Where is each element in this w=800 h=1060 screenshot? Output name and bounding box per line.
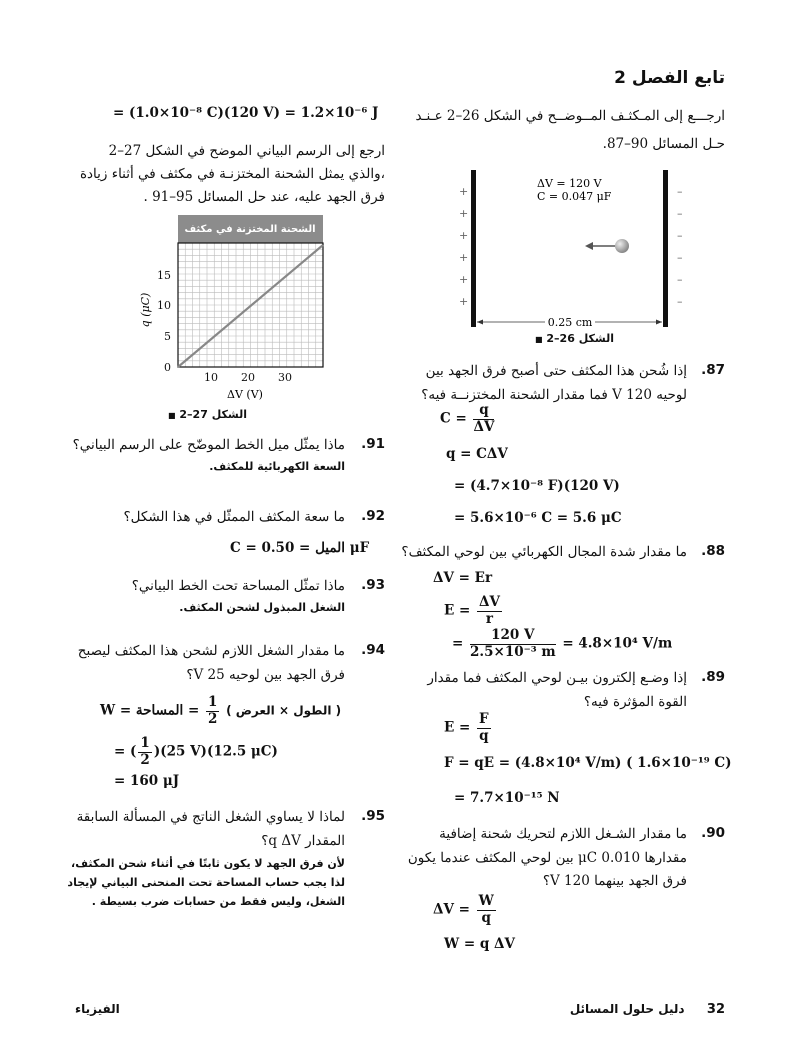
xtick-20: 20 [241,371,255,384]
svg-text:+: + [459,251,469,264]
q94-eq2: = ( $\frac{1}{2}$ )(25 V)(12.5 μC) [114,735,278,768]
q95-answer: لأن فرق الجهد لا يكون ثابتًا في أثناء شحن المكثف، لذا يجب حساب المساحة تحت المنحنى البياني لإيجاد الشغل، وليس فقط من حسابات ضرب بسيطة . [67,857,345,908]
q91-answer: السعة الكهربائية للمكثف. [209,459,345,473]
q94-number: 94. [361,642,385,658]
graph-ylabel: q (μC) [139,292,152,328]
svg-text:+: + [459,273,469,286]
arrow-head [585,242,593,250]
q94-text: ما مقدار الشغل اللازم لشحن هذا المكثف ليصبح فرق الجهد بين لوحيه 25 V؟ [77,643,345,683]
q95-text: لماذا لا يساوي الشغل الناتج في المسألة السابقة المقدار q ΔV؟ [76,809,345,849]
graph-title: الشحنة المختزنة في مكثف [184,224,316,235]
svg-text:–: – [677,229,683,242]
q87-eq4: = 5.6×10⁻⁶ C = 5.6 μC [454,510,622,526]
q91-number: 91. [361,436,385,452]
footer-subject: الفيزياء [75,1002,120,1016]
q95-number: 95. [361,808,385,824]
q87-text: إذا شُحن هذا المكثف حتى أصبح فرق الجهد بين لوحيه 120 V فما مقدار الشحنة المختزنــة فيه؟ [421,363,687,403]
q90-eq1: ΔV = $\frac{W}{q}$ [433,893,494,926]
q87-eq3: = (4.7×10⁻⁸ F)(120 V) [454,478,620,494]
xtick-30: 30 [278,371,292,384]
footer-right [570,1002,725,1017]
q88-text: ما مقدار شدة المجال الكهربائي بين لوحي المكثف؟ [401,544,687,560]
q93-text: ماذا تمثّل المساحة تحت الخط البياني؟ [131,578,345,594]
page-title: تابع الفصل 2 [614,68,725,88]
q89-eq3: = 7.7×10⁻¹⁵ N [454,790,560,806]
q87-number: 87. [701,362,725,378]
q90-eq2: W = q ΔV [444,936,515,952]
question-95 [55,806,385,911]
q89-eq1: E = $\frac{F}{q}$ [444,711,489,744]
xtick-10: 10 [204,371,218,384]
gap-label: 0.25 cm [547,316,593,329]
capacitor-diagram [455,165,695,340]
figure-label-26: الشكل 26–2 ■ [534,332,614,345]
book-title: دليل حلول المسائل [569,1002,685,1016]
question-93 [55,575,385,617]
svg-text:–: – [677,295,683,308]
capacitor-figure [455,165,695,340]
c-label: C = 0.047 μF [537,190,612,203]
question-94 [55,640,385,687]
svg-text:–: – [677,207,683,220]
q93-answer: الشغل المبذول لشحن المكثف. [179,600,345,614]
question-87 [395,360,725,407]
graph-xlabel: ΔV (V) [227,388,263,401]
electron-icon [615,239,629,253]
q88-eq1: ΔV = Er [433,570,493,586]
q94-eq1: W = المساحة = $\frac{1}{2}$ ( الطول × العرض ) [100,694,342,727]
q94-eq3: = 160 μJ [114,773,180,789]
q90-number: 90. [701,825,725,841]
q88-eq3: = $\frac{120 V}{\text{2.5×10⁻³ m}}$ = 4.8×10⁴ V/m [452,627,673,660]
question-91 [55,434,385,476]
svg-text:–: – [677,273,683,286]
svg-text:+: + [459,229,469,242]
q90-text: ما مقدار الشـغل اللازم لتحريك شحنة إضافية مقدارها 0.010 μC بين لوحي المكثف عندما يكون فرق الجهد بينهما 120 V؟ [407,826,687,890]
ytick-15: 15 [157,269,171,282]
minus-signs [677,185,683,308]
ytick-0: 0 [164,361,171,374]
plus-signs [459,185,468,308]
question-92 [55,506,385,530]
q92-answer: C = الميل = 0.50 μF [230,540,370,556]
q89-number: 89. [701,669,725,685]
right-intro: ارجـــع إلى المـكثـف المــوضــح في الشكل 26–2 عـنـد حـل المسائل 90–87. [415,108,725,153]
ytick-10: 10 [157,299,171,312]
page-number: 32 [706,1002,725,1017]
left-eq-top: = (1.0×10⁻⁸ C)(120 V) = 1.2×10⁻⁶ J [113,105,379,121]
question-89 [395,667,725,714]
q88-eq2: E = $\frac{\Delta V}{r}$ [444,594,500,627]
question-88 [395,541,725,565]
question-90 [395,823,725,894]
q92-text: ما سعة المكثف الممثّل في هذا الشكل؟ [123,509,345,525]
dv-label: ΔV = 120 V [537,177,602,190]
svg-text:–: – [677,251,683,264]
svg-text:–: – [677,185,683,198]
q89-text: إذا وضـع إلكترون بيـن لوحي المكثف فما مقدار القوة المؤثرة فيه؟ [427,670,687,710]
svg-text:+: + [459,295,469,308]
figure-label-27: الشكل 27–2 ■ [167,408,247,421]
q87-eq1: C = $\frac{q}{\Delta V}$ [440,402,495,435]
q88-number: 88. [701,543,725,559]
right-plate [663,170,668,327]
left-intro: ارجع إلى الرسم البياني الموضح في الشكل 27–2 ،والذي يمثل الشحنة المختزنـة في مكثف في أثناء زيادة فرق الجهد عليه، عند حل المسائل 95–91 . [79,143,385,205]
svg-text:+: + [459,207,469,220]
q87-eq2: q = CΔV [446,446,508,462]
svg-text:+: + [459,185,469,198]
left-plate [471,170,476,327]
charge-graph [135,215,335,405]
q92-number: 92. [361,508,385,524]
ytick-5: 5 [164,330,171,343]
q91-text: ماذا يمثّل ميل الخط الموضّح على الرسم البياني؟ [72,437,345,453]
q89-eq2: F = qE = (4.8×10⁴ V/m) ( 1.6×10⁻¹⁹ C) [444,755,732,771]
q93-number: 93. [361,577,385,593]
graph-svg [135,215,335,405]
